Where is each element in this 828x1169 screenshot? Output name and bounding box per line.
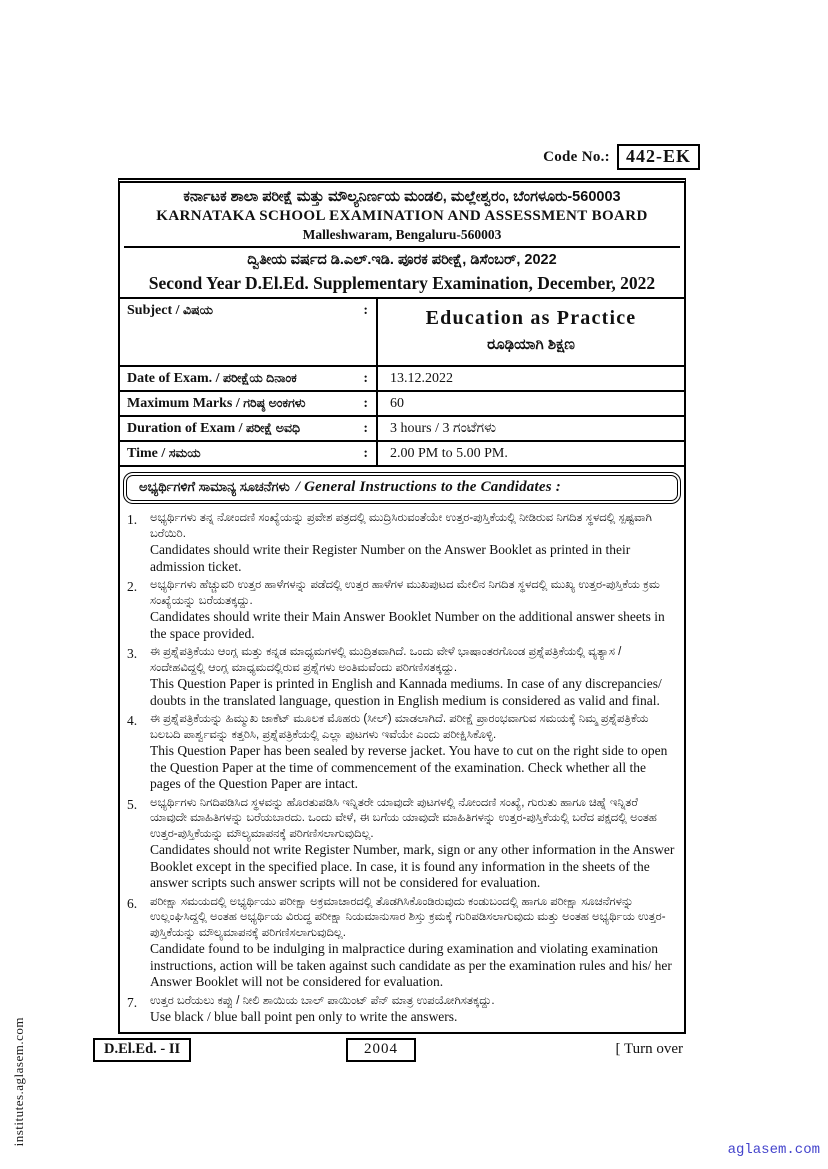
instruction-item: [127, 895, 676, 991]
instruction-item: [127, 712, 676, 793]
marks-label: [120, 392, 376, 415]
instruction-body: [150, 578, 676, 642]
date-value: 13.12.2022: [376, 367, 684, 390]
subject-name-english: Education as Practice: [425, 307, 637, 329]
instruction-text-english: This Question Paper has been sealed by reverse jacket. You have to cut on the right side to open the Question Paper at the time of commencement of the examination. Check whether all the pages of the Question Paper are intact.: [150, 743, 668, 791]
instructions-header: [123, 472, 681, 504]
board-header: [120, 183, 684, 297]
instruction-text-kannada: ಈ ಪ್ರಶ್ನೆಪತ್ರಿಕೆಯು ಆಂಗ್ಲ ಮತ್ತು ಕನ್ನಡ ಮಾಧ್ಯಮಗಳಲ್ಲಿ ಮುದ್ರಿತವಾಗಿದೆ. ಒಂದು ವೇಳೆ ಭಾಷಾಂತರಗೊಂಡ ಪ್ರಶ್ನೆಪತ್ರಿಕೆಯಲ್ಲಿ ವ್ಯತ್ಯಾಸ / ಸಂದೇಹವಿದ್ದಲ್ಲಿ ಆಂಗ್ಲ ಮಾಧ್ಯಮದಲ್ಲಿರುವ ಪ್ರಶ್ನೆಗಳು ಅಂತಿಮವೆಂದು ಪರಿಗಣಿಸತಕ್ಕದ್ದು.: [150, 646, 622, 674]
subject-label: [120, 299, 376, 365]
instruction-item: [127, 796, 676, 892]
exam-info-table: [120, 297, 684, 467]
instruction-number: 2.: [127, 579, 138, 594]
colon-separator: :: [363, 371, 368, 386]
turn-over-label: [ Turn over: [615, 1041, 683, 1057]
subject-label-kn: ವಿಷಯ: [183, 303, 213, 317]
colon-separator: :: [363, 421, 368, 436]
instruction-text-kannada: ಅಭ್ಯರ್ಥಿಗಳು ನಿಗದಿಪಡಿಸಿದ ಸ್ಥಳವನ್ನು ಹೊರತುಪಡಿಸಿ ಇನ್ನಿತರೇ ಯಾವುದೇ ಪುಟಗಳಲ್ಲಿ ನೋಂದಣಿ ಸಂಖ್ಯೆ, ಗುರುತು ಹಾಗೂ ಚಿಹ್ನೆ ಇನ್ನಿತರೆ ಯಾವುದೇ ಮಾಹಿತಿಗಳನ್ನು ಬರೆಯಬಾರದು. ಒಂದು ವೇಳೆ, ಈ ಬಗೆಯ ಯಾವುದೇ ಮಾಹಿತಿಗಳನ್ನು ಉತ್ತರ-ಪುಸ್ತಿಕೆಯಲ್ಲಿ ಬರೆದ ಪಕ್ಷದಲ್ಲಿ ಅಂತಹ ಉತ್ತರ-ಪುಸ್ತಿಕೆಯನ್ನು ಮೌಲ್ಯಮಾಪನಕ್ಕೆ ಪರಿಗಣಿಸಲಾಗುವುದಿಲ್ಲ.: [150, 796, 657, 840]
instruction-number: 1.: [127, 512, 138, 527]
board-name-english: KARNATAKA SCHOOL EXAMINATION AND ASSESSMENT BOARD: [156, 208, 648, 224]
date-label-en: Date of Exam. /: [127, 371, 220, 386]
instruction-number: 5.: [127, 796, 138, 812]
instruction-text-english: Candidates should not write Register Number, mark, sign or any other information in the Answer Booklet except in the specified place. In case, it is found any information in the sheets of the answer scripts such answer scripts will not be considered for evaluation.: [150, 842, 675, 890]
code-number-label: Code No.:: [543, 148, 610, 165]
marks-value: 60: [376, 392, 684, 415]
instruction-body: [150, 796, 676, 892]
subject-name-kannada: ರೂಢಿಯಾಗಿ ಶಿಕ್ಷಣ: [487, 336, 575, 353]
instructions-title-kannada: ಅಭ್ಯರ್ಥಿಗಳಿಗೆ ಸಾಮಾನ್ಯ ಸೂಚನೆಗಳು: [139, 479, 290, 494]
board-name-kannada: ಕರ್ನಾಟಕ ಶಾಲಾ ಪರೀಕ್ಷೆ ಮತ್ತು ಮೌಲ್ಯನಿರ್ಣಯ ಮಂಡಲಿ, ಮಲ್ಲೇಶ್ವರಂ, ಬೆಂಗಳೂರು-560003: [183, 189, 621, 205]
instruction-item: [127, 578, 676, 642]
instruction-text-english: Use black / blue ball point pen only to write the answers.: [150, 1009, 458, 1024]
footer-course-badge: D.El.Ed. - II: [93, 1038, 191, 1062]
instruction-item: [127, 511, 676, 575]
side-watermark: [9, 1002, 29, 1162]
instructions-list: [120, 508, 684, 1026]
code-number-row: [543, 144, 700, 170]
instruction-text-kannada: ಪರೀಕ್ಷಾ ಸಮಯದಲ್ಲಿ ಅಭ್ಯರ್ಥಿಯು ಪರೀಕ್ಷಾ ಅಕ್ರಮಾಚಾರದಲ್ಲಿ ತೊಡಗಿಸಿಕೊಂಡಿರುವುದು ಕಂಡುಬಂದಲ್ಲಿ ಹಾಗೂ ಪರೀಕ್ಷಾ ಸೂಚನೆಗಳನ್ನು ಉಲ್ಲಂಘಿಸಿದ್ದಲ್ಲಿ ಅಂತಹ ಅಭ್ಯರ್ಥಿಯ ವಿರುದ್ಧ ಪರೀಕ್ಷಾ ನಿಯಮಾನುಸಾರ ಶಿಸ್ತು ಕ್ರಮಕ್ಕೆ ಗುರಿಪಡಿಸಲಾಗುವುದು ಮತ್ತು ಅಂತಹ ಅಭ್ಯರ್ಥಿಯ ಉತ್ತರ-ಪುಸ್ತಿಕೆಯನ್ನು ಮೌಲ್ಯಮಾಪನಕ್ಕೆ ಪರಿಗಣಿಸಲಾಗುವುದಿಲ್ಲ.: [150, 895, 666, 939]
instruction-text-english: Candidate found to be indulging in malpractice during examination and violating examination instructions, action will be taken against such candidate as per the examination rules and his/ her Answer Booklet will not be considered for evaluation.: [150, 941, 672, 989]
header-divider: [124, 246, 680, 248]
time-label-kn: ಸಮಯ: [168, 446, 201, 460]
marks-label-kn: ಗರಿಷ್ಠ ಅಂಕಗಳು: [243, 396, 306, 410]
time-label-en: Time /: [127, 446, 166, 461]
footer-paper-code-badge: 2004: [346, 1038, 416, 1062]
side-watermark-text: institutes.aglasem.com: [11, 1017, 26, 1147]
instruction-text-english: This Question Paper is printed in English and Kannada mediums. In case of any discrepancies/ doubts in the translated language, question in English medium is considered as valid and final.: [150, 676, 662, 708]
brand-watermark: aglasem.com: [727, 1142, 820, 1158]
exam-title-kannada: ದ್ವಿತೀಯ ವರ್ಷದ ಡಿ.ಎಲ್.ಇಡಿ. ಪೂರಕ ಪರೀಕ್ಷೆ, ಡಿಸೆಂಬರ್, 2022: [247, 252, 557, 268]
table-row-subject: [120, 299, 684, 367]
duration-label-en: Duration of Exam /: [127, 421, 243, 436]
instruction-text-kannada: ಉತ್ತರ ಬರೆಯಲು ಕಪ್ಪು / ನೀಲಿ ಶಾಯಿಯ ಬಾಲ್ ಪಾಯಿಂಟ್ ಪೆನ್ ಮಾತ್ರ ಉಪಯೋಗಿಸತಕ್ಕದ್ದು.: [150, 994, 495, 1007]
time-label: [120, 442, 376, 465]
subject-value: [376, 299, 684, 365]
question-paper-box: [118, 178, 686, 1034]
instruction-body: [150, 511, 676, 575]
date-label: [120, 367, 376, 390]
board-address: Malleshwaram, Bengaluru-560003: [302, 227, 502, 242]
instruction-number: 3.: [127, 646, 138, 661]
colon-separator: :: [363, 303, 368, 318]
instructions-title-english: / General Instructions to the Candidates :: [295, 479, 561, 495]
instruction-text-kannada: ಅಭ್ಯರ್ಥಿಗಳು ಹೆಚ್ಚುವರಿ ಉತ್ತರ ಹಾಳೆಗಳನ್ನು ಪಡೆದಲ್ಲಿ ಉತ್ತರ ಹಾಳೆಗಳ ಮುಖಪುಟದ ಮೇಲಿನ ನಿಗದಿತ ಸ್ಥಳದಲ್ಲಿ ಮುಖ್ಯ ಉತ್ತರ-ಪುಸ್ತಿಕೆಯ ಕ್ರಮ ಸಂಖ್ಯೆಯನ್ನು ಬರೆಯತಕ್ಕದ್ದು.: [150, 579, 660, 607]
instruction-body: [150, 895, 676, 991]
table-row-marks: [120, 392, 684, 417]
marks-label-en: Maximum Marks /: [127, 396, 240, 411]
instruction-number: 4.: [127, 713, 138, 728]
instruction-body: [150, 994, 676, 1026]
instruction-body: [150, 645, 676, 709]
time-value: 2.00 PM to 5.00 PM.: [376, 442, 684, 465]
duration-value: 3 hours / 3 ಗಂಟೆಗಳು: [376, 417, 684, 440]
instruction-text-kannada: ಅಭ್ಯರ್ಥಿಗಳು ತನ್ನ ನೋಂದಣಿ ಸಂಖ್ಯೆಯನ್ನು ಪ್ರವೇಶ ಪತ್ರದಲ್ಲಿ ಮುದ್ರಿಸಿರುವಂತೆಯೇ ಉತ್ತರ-ಪುಸ್ತಿಕೆಯಲ್ಲಿ ನೀಡಿರುವ ನಿಗದಿತ ಸ್ಥಳದಲ್ಲಿ ಸ್ಪಷ್ಟವಾಗಿ ಬರೆಯಿರಿ.: [150, 512, 652, 540]
instruction-item: [127, 645, 676, 709]
code-number-value: 442-EK: [617, 144, 700, 170]
exam-title-english: Second Year D.El.Ed. Supplementary Examination, December, 2022: [148, 273, 656, 293]
table-row-date: [120, 367, 684, 392]
subject-label-en: Subject /: [127, 303, 180, 318]
colon-separator: :: [363, 396, 368, 411]
instruction-body: [150, 712, 676, 793]
instruction-text-kannada: ಈ ಪ್ರಶ್ನೆಪತ್ರಿಕೆಯನ್ನು ಹಿಮ್ಮುಖ ಜಾಕೆಟ್ ಮೂಲಕ ಮೊಹರು (ಸೀಲ್) ಮಾಡಲಾಗಿದೆ. ಪರೀಕ್ಷೆ ಪ್ರಾರಂಭವಾಗುವ ಸಮಯಕ್ಕೆ ನಿಮ್ಮ ಪ್ರಶ್ನೆಪತ್ರಿಕೆಯ ಬಲಬದಿ ಪಾರ್ಶ್ವವನ್ನು ಕತ್ತರಿಸಿ, ಪ್ರಶ್ನೆಪತ್ರಿಕೆಯಲ್ಲಿ ಎಲ್ಲಾ ಪುಟಗಳು ಇವೆಯೇ ಎಂದು ಪರೀಕ್ಷಿಸಿಕೊಳ್ಳಿ.: [150, 713, 649, 741]
instruction-number: 7.: [127, 994, 138, 1010]
instruction-text-english: Candidates should write their Main Answer Booklet Number on the additional answer sheets in the space provided.: [150, 609, 665, 641]
colon-separator: :: [363, 446, 368, 461]
instruction-number: 6.: [127, 895, 138, 911]
instruction-item: [127, 994, 676, 1026]
table-row-duration: [120, 417, 684, 442]
instruction-text-english: Candidates should write their Register Number on the Answer Booklet as printed in their admission ticket.: [150, 542, 631, 574]
duration-label-kn: ಪರೀಕ್ಷೆ ಅವಧಿ: [246, 421, 301, 435]
date-label-kn: ಪರೀಕ್ಷೆಯ ದಿನಾಂಕ: [223, 371, 297, 385]
table-row-time: [120, 442, 684, 467]
duration-label: [120, 417, 376, 440]
